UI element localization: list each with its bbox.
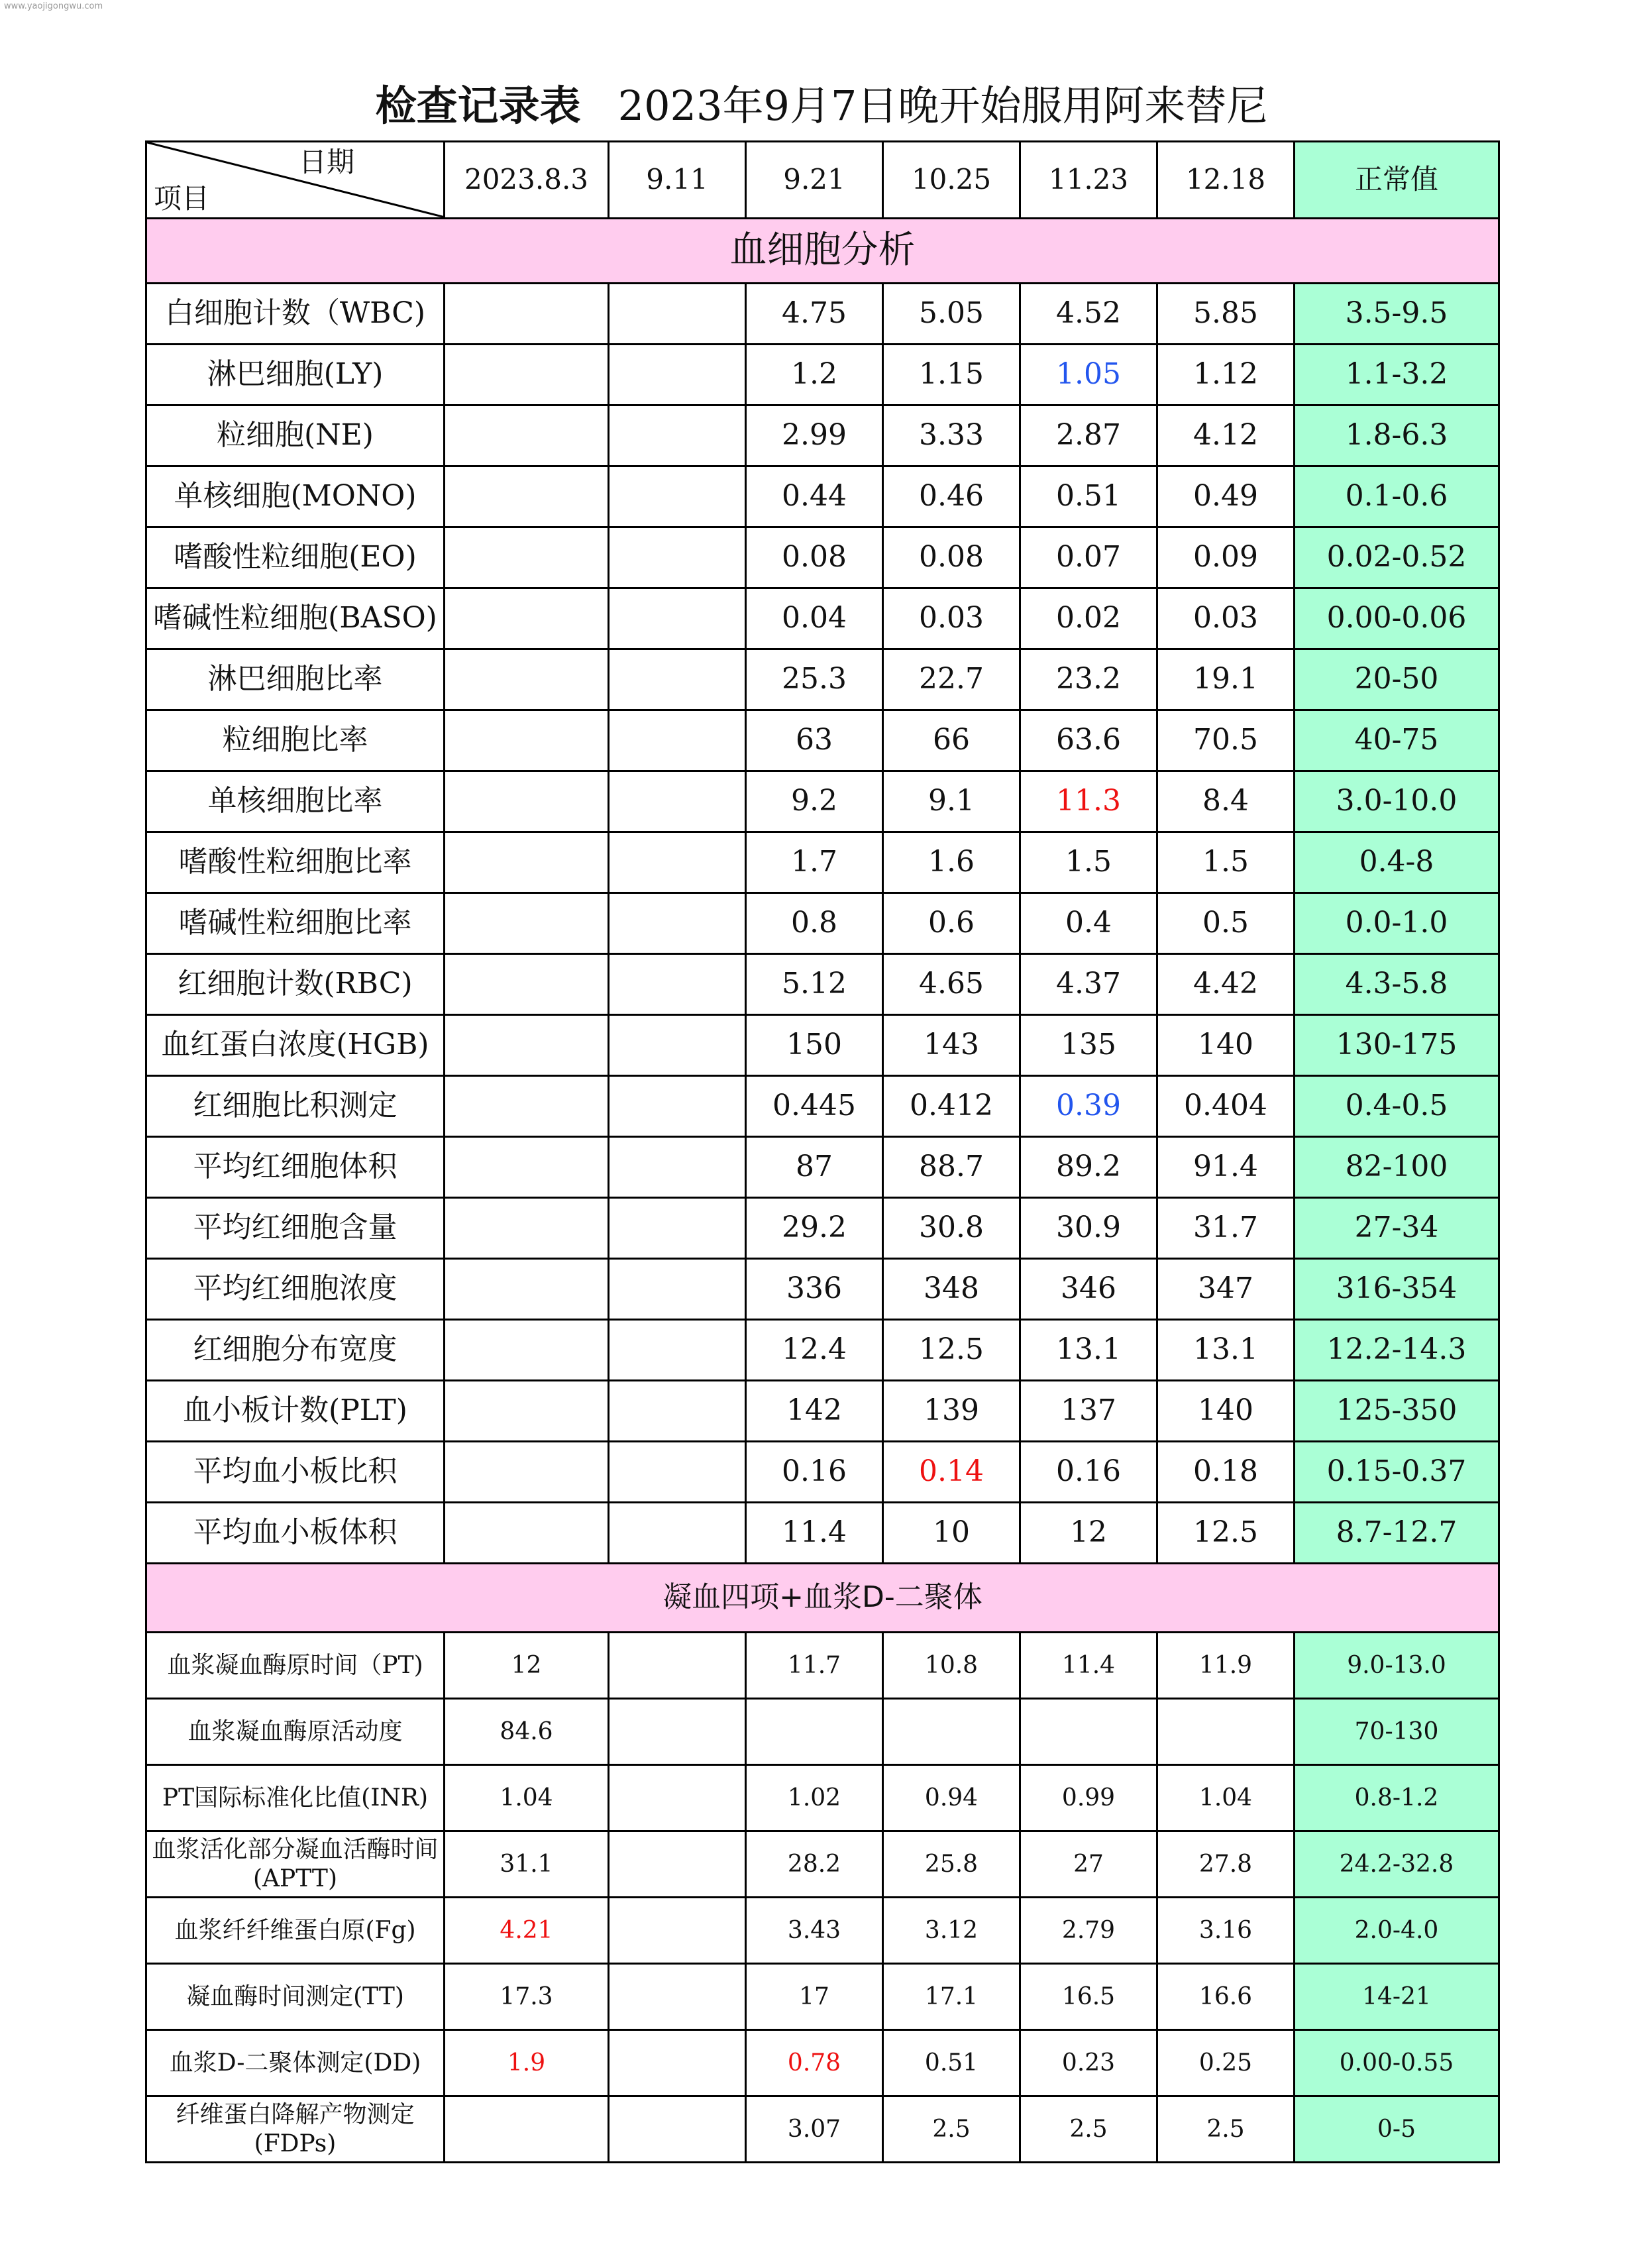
- value-cell: 30.8: [883, 1198, 1020, 1259]
- value-cell: [445, 1503, 609, 1564]
- normal-range: 0.00-0.06: [1295, 588, 1499, 649]
- table-row: [146, 527, 1499, 588]
- value-cell: 17.1: [883, 1964, 1020, 2030]
- normal-range: 40-75: [1295, 710, 1499, 771]
- value-cell: [609, 1137, 746, 1198]
- table-row: [146, 1442, 1499, 1503]
- value-cell: 5.05: [883, 284, 1020, 345]
- value-cell: [746, 1699, 883, 1765]
- value-cell: 0.03: [1157, 588, 1295, 649]
- normal-range: 9.0-13.0: [1295, 1633, 1499, 1699]
- table-row: [146, 1633, 1499, 1699]
- value-cell: 5.85: [1157, 284, 1295, 345]
- value-cell: 27: [1020, 1831, 1157, 1898]
- value-cell: 4.65: [883, 954, 1020, 1015]
- table-row: [146, 284, 1499, 345]
- table-row: [146, 345, 1499, 405]
- value-cell: 1.15: [883, 345, 1020, 405]
- value-cell: 143: [883, 1015, 1020, 1076]
- value-cell: 0.03: [883, 588, 1020, 649]
- normal-range: 24.2-32.8: [1295, 1831, 1499, 1898]
- table-row: [146, 1503, 1499, 1564]
- value-cell: 31.1: [445, 1831, 609, 1898]
- normal-range: 4.3-5.8: [1295, 954, 1499, 1015]
- item-name: 单核细胞比率: [146, 771, 445, 832]
- date-header: 9.11: [609, 142, 746, 219]
- normal-range: 0.02-0.52: [1295, 527, 1499, 588]
- normal-range: 70-130: [1295, 1699, 1499, 1765]
- item-name: 白细胞计数（WBC): [146, 284, 445, 345]
- normal-range: 2.0-4.0: [1295, 1898, 1499, 1964]
- value-cell: [609, 954, 746, 1015]
- table-row: [146, 1259, 1499, 1320]
- normal-range: 82-100: [1295, 1137, 1499, 1198]
- value-cell: [445, 466, 609, 527]
- value-cell: [445, 893, 609, 954]
- value-cell: 11.3: [1020, 771, 1157, 832]
- table-row: [146, 649, 1499, 710]
- table-row: [146, 466, 1499, 527]
- value-cell: [609, 284, 746, 345]
- value-cell: 12.5: [883, 1320, 1020, 1381]
- watermark: www.yaojigongwu.com: [4, 1, 103, 11]
- value-cell: 140: [1157, 1015, 1295, 1076]
- value-cell: [883, 1699, 1020, 1765]
- value-cell: 0.49: [1157, 466, 1295, 527]
- normal-range: 8.7-12.7: [1295, 1503, 1499, 1564]
- normal-range: 130-175: [1295, 1015, 1499, 1076]
- value-cell: 347: [1157, 1259, 1295, 1320]
- value-cell: 0.23: [1020, 2030, 1157, 2096]
- value-cell: 0.14: [883, 1442, 1020, 1503]
- item-name: 淋巴细胞(LY): [146, 345, 445, 405]
- value-cell: 139: [883, 1381, 1020, 1442]
- value-cell: 0.08: [883, 527, 1020, 588]
- value-cell: [609, 649, 746, 710]
- value-cell: 87: [746, 1137, 883, 1198]
- section-title: 血细胞分析: [146, 219, 1499, 284]
- section-header-row: [146, 1564, 1499, 1633]
- normal-range: 3.5-9.5: [1295, 284, 1499, 345]
- value-cell: 2.87: [1020, 405, 1157, 466]
- normal-range: 1.1-3.2: [1295, 345, 1499, 405]
- table-row: [146, 1015, 1499, 1076]
- table-row: [146, 1320, 1499, 1381]
- value-cell: 3.43: [746, 1898, 883, 1964]
- value-cell: 11.9: [1157, 1633, 1295, 1699]
- page-title: [0, 73, 1643, 132]
- date-label: 日期: [298, 146, 354, 178]
- value-cell: 17: [746, 1964, 883, 2030]
- value-cell: 28.2: [746, 1831, 883, 1898]
- value-cell: [609, 1503, 746, 1564]
- value-cell: [609, 1765, 746, 1831]
- table-row: [146, 1831, 1499, 1898]
- value-cell: [609, 1898, 746, 1964]
- value-cell: [609, 1699, 746, 1765]
- normal-range-header: 正常值: [1295, 142, 1499, 219]
- value-cell: [609, 1964, 746, 2030]
- normal-range: 0.4-0.5: [1295, 1076, 1499, 1137]
- normal-range: 0.15-0.37: [1295, 1442, 1499, 1503]
- item-name: 粒细胞比率: [146, 710, 445, 771]
- value-cell: 135: [1020, 1015, 1157, 1076]
- value-cell: [445, 649, 609, 710]
- date-header: 11.23: [1020, 142, 1157, 219]
- item-name: 平均红细胞浓度: [146, 1259, 445, 1320]
- value-cell: 4.42: [1157, 954, 1295, 1015]
- value-cell: 16.5: [1020, 1964, 1157, 2030]
- item-name: 平均血小板比积: [146, 1442, 445, 1503]
- header-row: [146, 142, 1499, 219]
- value-cell: [445, 1442, 609, 1503]
- table-row: [146, 954, 1499, 1015]
- value-cell: 348: [883, 1259, 1020, 1320]
- value-cell: 0.51: [1020, 466, 1157, 527]
- value-cell: 30.9: [1020, 1198, 1157, 1259]
- value-cell: 0.16: [746, 1442, 883, 1503]
- item-name: 纤维蛋白降解产物测定(FDPs): [146, 2096, 445, 2163]
- value-cell: 0.4: [1020, 893, 1157, 954]
- item-name: 红细胞比积测定: [146, 1076, 445, 1137]
- value-cell: 4.12: [1157, 405, 1295, 466]
- table-row: [146, 405, 1499, 466]
- value-cell: 5.12: [746, 954, 883, 1015]
- item-name: 血浆D-二聚体测定(DD): [146, 2030, 445, 2096]
- value-cell: [609, 1320, 746, 1381]
- item-name: 平均红细胞含量: [146, 1198, 445, 1259]
- value-cell: 0.07: [1020, 527, 1157, 588]
- value-cell: [1157, 1699, 1295, 1765]
- value-cell: 22.7: [883, 649, 1020, 710]
- value-cell: 2.99: [746, 405, 883, 466]
- normal-range: 1.8-6.3: [1295, 405, 1499, 466]
- normal-range: 3.0-10.0: [1295, 771, 1499, 832]
- table-row: [146, 1765, 1499, 1831]
- value-cell: 150: [746, 1015, 883, 1076]
- normal-range: 27-34: [1295, 1198, 1499, 1259]
- value-cell: 91.4: [1157, 1137, 1295, 1198]
- value-cell: 2.5: [1020, 2096, 1157, 2163]
- value-cell: 13.1: [1157, 1320, 1295, 1381]
- value-cell: [445, 832, 609, 893]
- value-cell: 1.9: [445, 2030, 609, 2096]
- value-cell: [445, 1076, 609, 1137]
- value-cell: [609, 1633, 746, 1699]
- item-name: 单核细胞(MONO): [146, 466, 445, 527]
- value-cell: 0.39: [1020, 1076, 1157, 1137]
- value-cell: [445, 345, 609, 405]
- normal-range: 0.00-0.55: [1295, 2030, 1499, 2096]
- value-cell: [609, 1198, 746, 1259]
- value-cell: [609, 771, 746, 832]
- value-cell: 23.2: [1020, 649, 1157, 710]
- value-cell: 0.46: [883, 466, 1020, 527]
- value-cell: [609, 1015, 746, 1076]
- value-cell: 0.8: [746, 893, 883, 954]
- value-cell: 27.8: [1157, 1831, 1295, 1898]
- value-cell: 1.5: [1157, 832, 1295, 893]
- value-cell: [609, 710, 746, 771]
- value-cell: 142: [746, 1381, 883, 1442]
- value-cell: 1.12: [1157, 345, 1295, 405]
- item-name: 血浆凝血酶原时间（PT): [146, 1633, 445, 1699]
- value-cell: [609, 1381, 746, 1442]
- value-cell: 0.78: [746, 2030, 883, 2096]
- value-cell: 10.8: [883, 1633, 1020, 1699]
- value-cell: 0.44: [746, 466, 883, 527]
- value-cell: [445, 1198, 609, 1259]
- value-cell: 8.4: [1157, 771, 1295, 832]
- value-cell: 0.18: [1157, 1442, 1295, 1503]
- table-row: [146, 1898, 1499, 1964]
- value-cell: [1020, 1699, 1157, 1765]
- value-cell: 346: [1020, 1259, 1157, 1320]
- table-row: [146, 1198, 1499, 1259]
- date-header: 12.18: [1157, 142, 1295, 219]
- value-cell: 63: [746, 710, 883, 771]
- normal-range: 12.2-14.3: [1295, 1320, 1499, 1381]
- table-row: [146, 2096, 1499, 2163]
- value-cell: 1.5: [1020, 832, 1157, 893]
- value-cell: 0.404: [1157, 1076, 1295, 1137]
- value-cell: 11.4: [746, 1503, 883, 1564]
- item-name: 红细胞计数(RBC): [146, 954, 445, 1015]
- item-label: 项目: [154, 182, 210, 215]
- value-cell: [445, 954, 609, 1015]
- value-cell: 3.33: [883, 405, 1020, 466]
- value-cell: 4.52: [1020, 284, 1157, 345]
- item-name: 平均血小板体积: [146, 1503, 445, 1564]
- value-cell: [609, 893, 746, 954]
- value-cell: 12.4: [746, 1320, 883, 1381]
- item-name: 淋巴细胞比率: [146, 649, 445, 710]
- item-name: 血浆纤纤维蛋白原(Fg): [146, 1898, 445, 1964]
- item-name: 嗜酸性粒细胞比率: [146, 832, 445, 893]
- record-table: [145, 140, 1500, 2163]
- item-name: 嗜碱性粒细胞(BASO): [146, 588, 445, 649]
- table-row: [146, 2030, 1499, 2096]
- value-cell: [445, 1259, 609, 1320]
- item-name: PT国际标准化比值(INR): [146, 1765, 445, 1831]
- value-cell: 25.3: [746, 649, 883, 710]
- value-cell: 140: [1157, 1381, 1295, 1442]
- value-cell: 2.5: [883, 2096, 1020, 2163]
- value-cell: [445, 1015, 609, 1076]
- table-row: [146, 893, 1499, 954]
- value-cell: 25.8: [883, 1831, 1020, 1898]
- item-name: 血浆凝血酶原活动度: [146, 1699, 445, 1765]
- table-row: [146, 1076, 1499, 1137]
- value-cell: 12: [445, 1633, 609, 1699]
- section-header-row: [146, 219, 1499, 284]
- item-name: 嗜酸性粒细胞(EO): [146, 527, 445, 588]
- value-cell: 17.3: [445, 1964, 609, 2030]
- value-cell: 3.12: [883, 1898, 1020, 1964]
- table-row: [146, 1137, 1499, 1198]
- normal-range: 0.4-8: [1295, 832, 1499, 893]
- value-cell: 63.6: [1020, 710, 1157, 771]
- value-cell: 2.5: [1157, 2096, 1295, 2163]
- value-cell: [609, 1831, 746, 1898]
- value-cell: 0.51: [883, 2030, 1020, 2096]
- value-cell: [445, 284, 609, 345]
- value-cell: 9.1: [883, 771, 1020, 832]
- value-cell: 84.6: [445, 1699, 609, 1765]
- date-header: 10.25: [883, 142, 1020, 219]
- value-cell: 12: [1020, 1503, 1157, 1564]
- date-header: 2023.8.3: [445, 142, 609, 219]
- value-cell: 0.94: [883, 1765, 1020, 1831]
- value-cell: 336: [746, 1259, 883, 1320]
- value-cell: 13.1: [1020, 1320, 1157, 1381]
- value-cell: 0.25: [1157, 2030, 1295, 2096]
- value-cell: 0.08: [746, 527, 883, 588]
- value-cell: 1.7: [746, 832, 883, 893]
- value-cell: 1.05: [1020, 345, 1157, 405]
- value-cell: 29.2: [746, 1198, 883, 1259]
- item-name: 粒细胞(NE): [146, 405, 445, 466]
- value-cell: [445, 1137, 609, 1198]
- value-cell: 1.04: [445, 1765, 609, 1831]
- value-cell: [445, 1381, 609, 1442]
- value-cell: 3.07: [746, 2096, 883, 2163]
- value-cell: 0.04: [746, 588, 883, 649]
- value-cell: 11.4: [1020, 1633, 1157, 1699]
- item-name: 平均红细胞体积: [146, 1137, 445, 1198]
- value-cell: 12.5: [1157, 1503, 1295, 1564]
- normal-range: 125-350: [1295, 1381, 1499, 1442]
- normal-range: 0.1-0.6: [1295, 466, 1499, 527]
- value-cell: 16.6: [1157, 1964, 1295, 2030]
- value-cell: 89.2: [1020, 1137, 1157, 1198]
- value-cell: 1.6: [883, 832, 1020, 893]
- value-cell: 1.02: [746, 1765, 883, 1831]
- value-cell: [609, 1442, 746, 1503]
- value-cell: 0.09: [1157, 527, 1295, 588]
- value-cell: 0.445: [746, 1076, 883, 1137]
- table-row: [146, 832, 1499, 893]
- title-subtitle: 2023年9月7日晚开始服用阿来替尼: [617, 81, 1268, 130]
- value-cell: [609, 345, 746, 405]
- value-cell: 0.5: [1157, 893, 1295, 954]
- value-cell: 0.16: [1020, 1442, 1157, 1503]
- value-cell: [609, 2096, 746, 2163]
- value-cell: [609, 466, 746, 527]
- normal-range: 316-354: [1295, 1259, 1499, 1320]
- value-cell: [609, 527, 746, 588]
- value-cell: [445, 2096, 609, 2163]
- normal-range: 20-50: [1295, 649, 1499, 710]
- table-row: [146, 771, 1499, 832]
- value-cell: 4.37: [1020, 954, 1157, 1015]
- value-cell: 66: [883, 710, 1020, 771]
- value-cell: 11.7: [746, 1633, 883, 1699]
- value-cell: 1.04: [1157, 1765, 1295, 1831]
- section-title: 凝血四项+血浆D-二聚体: [146, 1564, 1499, 1633]
- value-cell: 9.2: [746, 771, 883, 832]
- item-name: 血浆活化部分凝血活酶时间(APTT): [146, 1831, 445, 1898]
- value-cell: 70.5: [1157, 710, 1295, 771]
- value-cell: [609, 1076, 746, 1137]
- value-cell: 4.21: [445, 1898, 609, 1964]
- value-cell: 10: [883, 1503, 1020, 1564]
- diagonal-header-cell: [146, 142, 445, 219]
- item-name: 红细胞分布宽度: [146, 1320, 445, 1381]
- table-row: [146, 588, 1499, 649]
- value-cell: [445, 1320, 609, 1381]
- item-name: 嗜碱性粒细胞比率: [146, 893, 445, 954]
- value-cell: [609, 832, 746, 893]
- value-cell: 0.412: [883, 1076, 1020, 1137]
- value-cell: [445, 527, 609, 588]
- value-cell: [609, 1259, 746, 1320]
- value-cell: 0.99: [1020, 1765, 1157, 1831]
- value-cell: 4.75: [746, 284, 883, 345]
- value-cell: 3.16: [1157, 1898, 1295, 1964]
- table-row: [146, 1699, 1499, 1765]
- value-cell: 19.1: [1157, 649, 1295, 710]
- date-header: 9.21: [746, 142, 883, 219]
- value-cell: [445, 405, 609, 466]
- value-cell: 88.7: [883, 1137, 1020, 1198]
- value-cell: [445, 588, 609, 649]
- value-cell: [609, 2030, 746, 2096]
- item-name: 凝血酶时间测定(TT): [146, 1964, 445, 2030]
- item-name: 血红蛋白浓度(HGB): [146, 1015, 445, 1076]
- table-row: [146, 1964, 1499, 2030]
- value-cell: 1.2: [746, 345, 883, 405]
- title-main: 检查记录表: [375, 81, 581, 130]
- table-row: [146, 1381, 1499, 1442]
- value-cell: 31.7: [1157, 1198, 1295, 1259]
- normal-range: 14-21: [1295, 1964, 1499, 2030]
- normal-range: 0.8-1.2: [1295, 1765, 1499, 1831]
- value-cell: 137: [1020, 1381, 1157, 1442]
- normal-range: 0-5: [1295, 2096, 1499, 2163]
- table-row: [146, 710, 1499, 771]
- value-cell: [609, 405, 746, 466]
- value-cell: 0.02: [1020, 588, 1157, 649]
- value-cell: [445, 710, 609, 771]
- value-cell: [445, 771, 609, 832]
- value-cell: 0.6: [883, 893, 1020, 954]
- value-cell: 2.79: [1020, 1898, 1157, 1964]
- normal-range: 0.0-1.0: [1295, 893, 1499, 954]
- item-name: 血小板计数(PLT): [146, 1381, 445, 1442]
- value-cell: [609, 588, 746, 649]
